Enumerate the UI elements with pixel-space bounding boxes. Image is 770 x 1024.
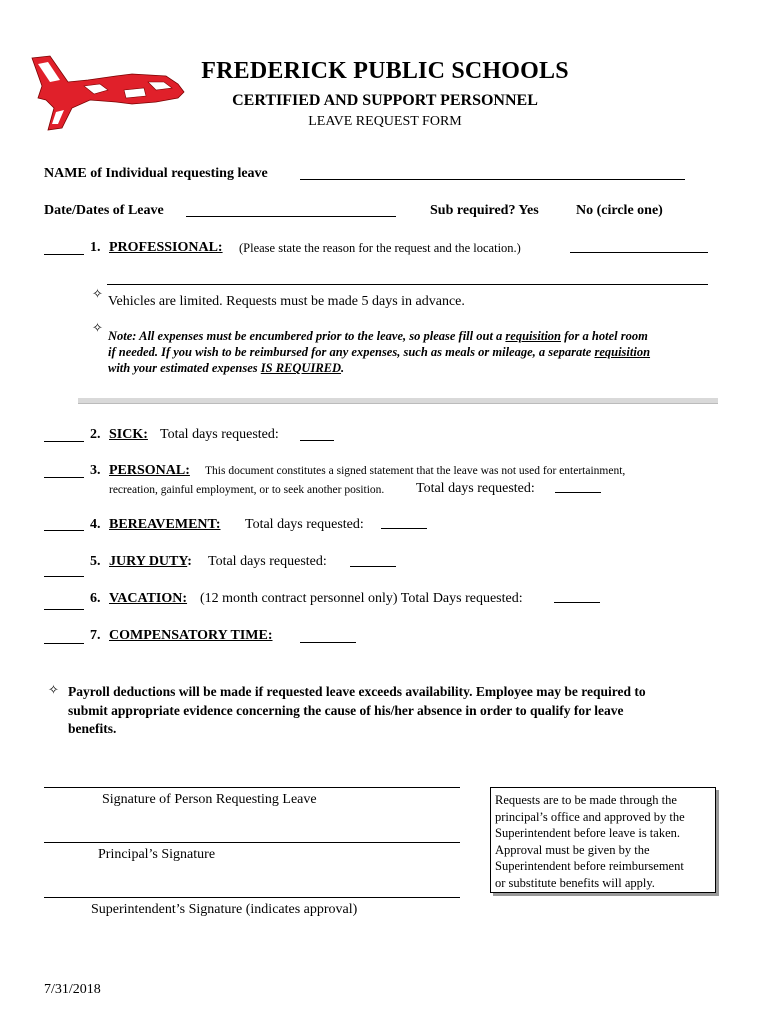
superintendent-signature-label: Superintendent’s Signature (indicates approval) (91, 902, 358, 917)
form-subtitle: CERTIFIED AND SUPPORT PERSONNEL (232, 92, 538, 109)
payroll-note: Payroll deductions will be made if requested leave exceeds availability. Employee may be required to submit appropriate evidence concerning the cause of his/her absence in order to qualify for leave benefits. (68, 684, 646, 736)
principal-signature-label: Principal’s Signature (98, 847, 216, 862)
sick-days-field[interactable] (300, 440, 334, 441)
name-field[interactable] (300, 179, 685, 180)
sick-days-label: Total days requested: (160, 427, 279, 442)
jury-days-label: Total days requested: (208, 554, 327, 569)
person-signature-label: Signature of Person Requesting Leave (102, 792, 317, 807)
dates-label: Date/Dates of Leave (44, 203, 164, 218)
bereavement-days-field[interactable] (381, 528, 427, 529)
four-point-star-icon: ✧ (92, 287, 103, 302)
vacation-number: 6. (90, 591, 101, 606)
vacation-days-label: (12 month contract personnel only) Total Days requested: (200, 591, 523, 606)
sub-no-option[interactable]: No (circle one) (576, 203, 663, 218)
personal-statement: This document constitutes a signed statement that the leave was not used for entertainment, (205, 465, 626, 477)
superintendent-signature-field[interactable] (44, 897, 460, 898)
sick-number: 2. (90, 427, 101, 442)
personal-days-field[interactable] (555, 492, 601, 493)
sick-label: SICK: (109, 427, 148, 442)
personal-checkbox-line[interactable] (44, 477, 84, 478)
requisition-text: requisition (505, 329, 561, 343)
comp-checkbox-line[interactable] (44, 643, 84, 644)
person-signature-field[interactable] (44, 787, 460, 788)
jury-label: JURY DUTY: (109, 554, 192, 569)
vacation-label: VACATION: (109, 591, 188, 606)
comp-label: COMPENSATORY TIME: (109, 628, 273, 643)
expenses-note: Note: All expenses must be encumbered prior to the leave, so please fill out a requisition for a hotel room if needed. If you wish to be reimbursed for any expenses, such as meals or mileage, a separate requisition with your estimated expenses IS REQUIRED. (108, 329, 651, 375)
jury-checkbox-line[interactable] (44, 576, 84, 577)
sub-required-label: Sub required? Yes (430, 203, 539, 218)
vacation-checkbox-line[interactable] (44, 609, 84, 610)
dates-field[interactable] (186, 216, 396, 217)
approval-info-box: Requests are to be made through the principal’s office and approved by the Superintendent before leave is taken. Approval must be given by the Superintendent before reimbursement or substitute benefits will apply. (490, 787, 716, 893)
comp-number: 7. (90, 628, 101, 643)
professional-reason-field[interactable] (570, 252, 708, 253)
bereavement-number: 4. (90, 517, 101, 532)
professional-label: PROFESSIONAL: (109, 240, 223, 255)
professional-checkbox-line[interactable] (44, 254, 84, 255)
sick-checkbox-line[interactable] (44, 441, 84, 442)
four-point-star-icon: ✧ (92, 321, 103, 336)
jury-number: 5. (90, 554, 101, 569)
personal-statement-2: recreation, gainful employment, or to seek another position. (109, 484, 385, 496)
vehicles-note: Vehicles are limited. Requests must be made 5 days in advance. (108, 294, 465, 309)
professional-number: 1. (90, 240, 101, 255)
bereavement-checkbox-line[interactable] (44, 530, 84, 531)
personal-number: 3. (90, 463, 101, 478)
professional-reason-field-2[interactable] (107, 284, 708, 285)
school-title: FREDERICK PUBLIC SCHOOLS (201, 58, 569, 84)
jury-days-field[interactable] (350, 566, 396, 567)
professional-note: (Please state the reason for the request and the location.) (239, 241, 521, 255)
vacation-days-field[interactable] (554, 602, 600, 603)
bereavement-days-label: Total days requested: (245, 517, 364, 532)
comp-days-field[interactable] (300, 642, 356, 643)
section-divider (78, 398, 718, 404)
four-point-star-icon: ✧ (48, 683, 59, 698)
name-label: NAME of Individual requesting leave (44, 166, 268, 181)
principal-signature-field[interactable] (44, 842, 460, 843)
personal-label: PERSONAL: (109, 463, 190, 478)
personal-days-label: Total days requested: (416, 481, 535, 496)
bereavement-label: BEREAVEMENT: (109, 517, 221, 532)
form-title: LEAVE REQUEST FORM (308, 114, 462, 129)
revision-date: 7/31/2018 (44, 982, 101, 997)
